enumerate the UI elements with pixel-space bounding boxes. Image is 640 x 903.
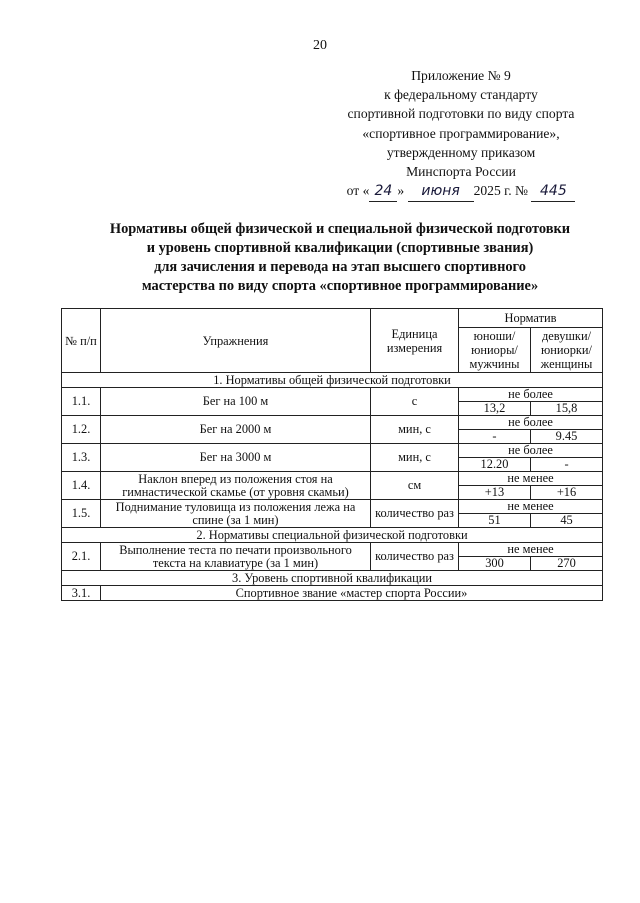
- table-row: [62, 444, 603, 458]
- handwritten-month: июня: [408, 182, 474, 202]
- page-number: 20: [313, 38, 327, 53]
- row-exercise: Бег на 100 м: [101, 388, 371, 416]
- title-line: мастерства по виду спорта «спортивное программирование»: [141, 278, 539, 294]
- row-condition: не более: [459, 416, 603, 430]
- appendix-line: Минспорта России: [406, 164, 516, 180]
- appendix-header: [318, 66, 604, 202]
- norms-table: [61, 308, 603, 601]
- row-unit: мин, с: [371, 416, 459, 444]
- row-unit: с: [371, 388, 459, 416]
- title-line: и уровень спортивной квалификации (спортивные звания): [146, 240, 534, 256]
- section-row: [62, 528, 603, 543]
- table-row: [62, 388, 603, 402]
- row-num: 1.3.: [62, 444, 101, 472]
- document-title: [40, 220, 640, 296]
- appendix-line: утвержденному приказом: [386, 144, 536, 160]
- row-condition: не менее: [459, 472, 603, 486]
- row-num: 1.2.: [62, 416, 101, 444]
- appendix-line: к федеральному стандарту: [384, 87, 538, 103]
- handwritten-order-number: 445: [531, 182, 575, 202]
- row-boys: +13: [459, 486, 531, 500]
- section-row: [62, 373, 603, 388]
- row-girls: 15,8: [531, 402, 603, 416]
- header-num: № п/п: [62, 309, 101, 373]
- date-prefix: от «: [346, 183, 370, 199]
- row-exercise: Выполнение теста по печати произвольного текста на клавиатуре (за 1 мин): [101, 543, 371, 571]
- row-num: 2.1.: [62, 543, 101, 571]
- header-boys: юноши/ юниоры/ мужчины: [459, 328, 531, 373]
- header-exercise: Упражнения: [101, 309, 371, 373]
- handwritten-day: 24: [369, 182, 397, 202]
- table-row: [62, 416, 603, 430]
- day-suffix: »: [397, 183, 405, 199]
- row-num: 3.1.: [62, 586, 101, 601]
- row-unit: см: [371, 472, 459, 500]
- row-num: 1.4.: [62, 472, 101, 500]
- section-title: 2. Нормативы специальной физической подготовки: [62, 528, 603, 543]
- row-boys: 300: [459, 557, 531, 571]
- table-row: [62, 586, 603, 601]
- appendix-line: спортивной подготовки по виду спорта: [347, 106, 575, 122]
- header-unit: Единица измерения: [371, 309, 459, 373]
- table-header-row: [62, 309, 603, 328]
- table-row: [62, 543, 603, 557]
- row-boys: 51: [459, 514, 531, 528]
- row-exercise: Бег на 2000 м: [101, 416, 371, 444]
- row-exercise: Поднимание туловища из положения лежа на спине (за 1 мин): [101, 500, 371, 528]
- row-unit: количество раз: [371, 500, 459, 528]
- row-girls: 45: [531, 514, 603, 528]
- order-date-line: [318, 181, 604, 202]
- row-girls: -: [531, 458, 603, 472]
- appendix-line: Приложение № 9: [411, 68, 511, 83]
- header-norm: Норматив: [459, 309, 603, 328]
- row-condition: не более: [459, 388, 603, 402]
- row-boys: -: [459, 430, 531, 444]
- title-line: для зачисления и перевода на этап высшего спортивного: [154, 259, 526, 275]
- section-title: 1. Нормативы общей физической подготовки: [62, 373, 603, 388]
- row-boys: 13,2: [459, 402, 531, 416]
- row-unit: количество раз: [371, 543, 459, 571]
- row-condition: не более: [459, 444, 603, 458]
- row-exercise: Наклон вперед из положения стоя на гимнастической скамье (от уровня скамьи): [101, 472, 371, 500]
- row-boys: 12.20: [459, 458, 531, 472]
- row-condition: не менее: [459, 543, 603, 557]
- table-row: [62, 500, 603, 514]
- title-line: Нормативы общей физической и специальной физической подготовки: [109, 221, 571, 237]
- appendix-line: «спортивное программирование»,: [362, 125, 560, 141]
- row-num: 1.1.: [62, 388, 101, 416]
- row-condition: не менее: [459, 500, 603, 514]
- table-row: [62, 472, 603, 486]
- header-girls: девушки/ юниорки/ женщины: [531, 328, 603, 373]
- row-unit: мин, с: [371, 444, 459, 472]
- row-girls: 9.45: [531, 430, 603, 444]
- row-exercise: Спортивное звание «мастер спорта России»: [101, 586, 603, 601]
- row-exercise: Бег на 3000 м: [101, 444, 371, 472]
- section-title: 3. Уровень спортивной квалификации: [62, 571, 603, 586]
- section-row: [62, 571, 603, 586]
- row-girls: +16: [531, 486, 603, 500]
- row-num: 1.5.: [62, 500, 101, 528]
- year-text: 2025 г. №: [473, 183, 528, 199]
- row-girls: 270: [531, 557, 603, 571]
